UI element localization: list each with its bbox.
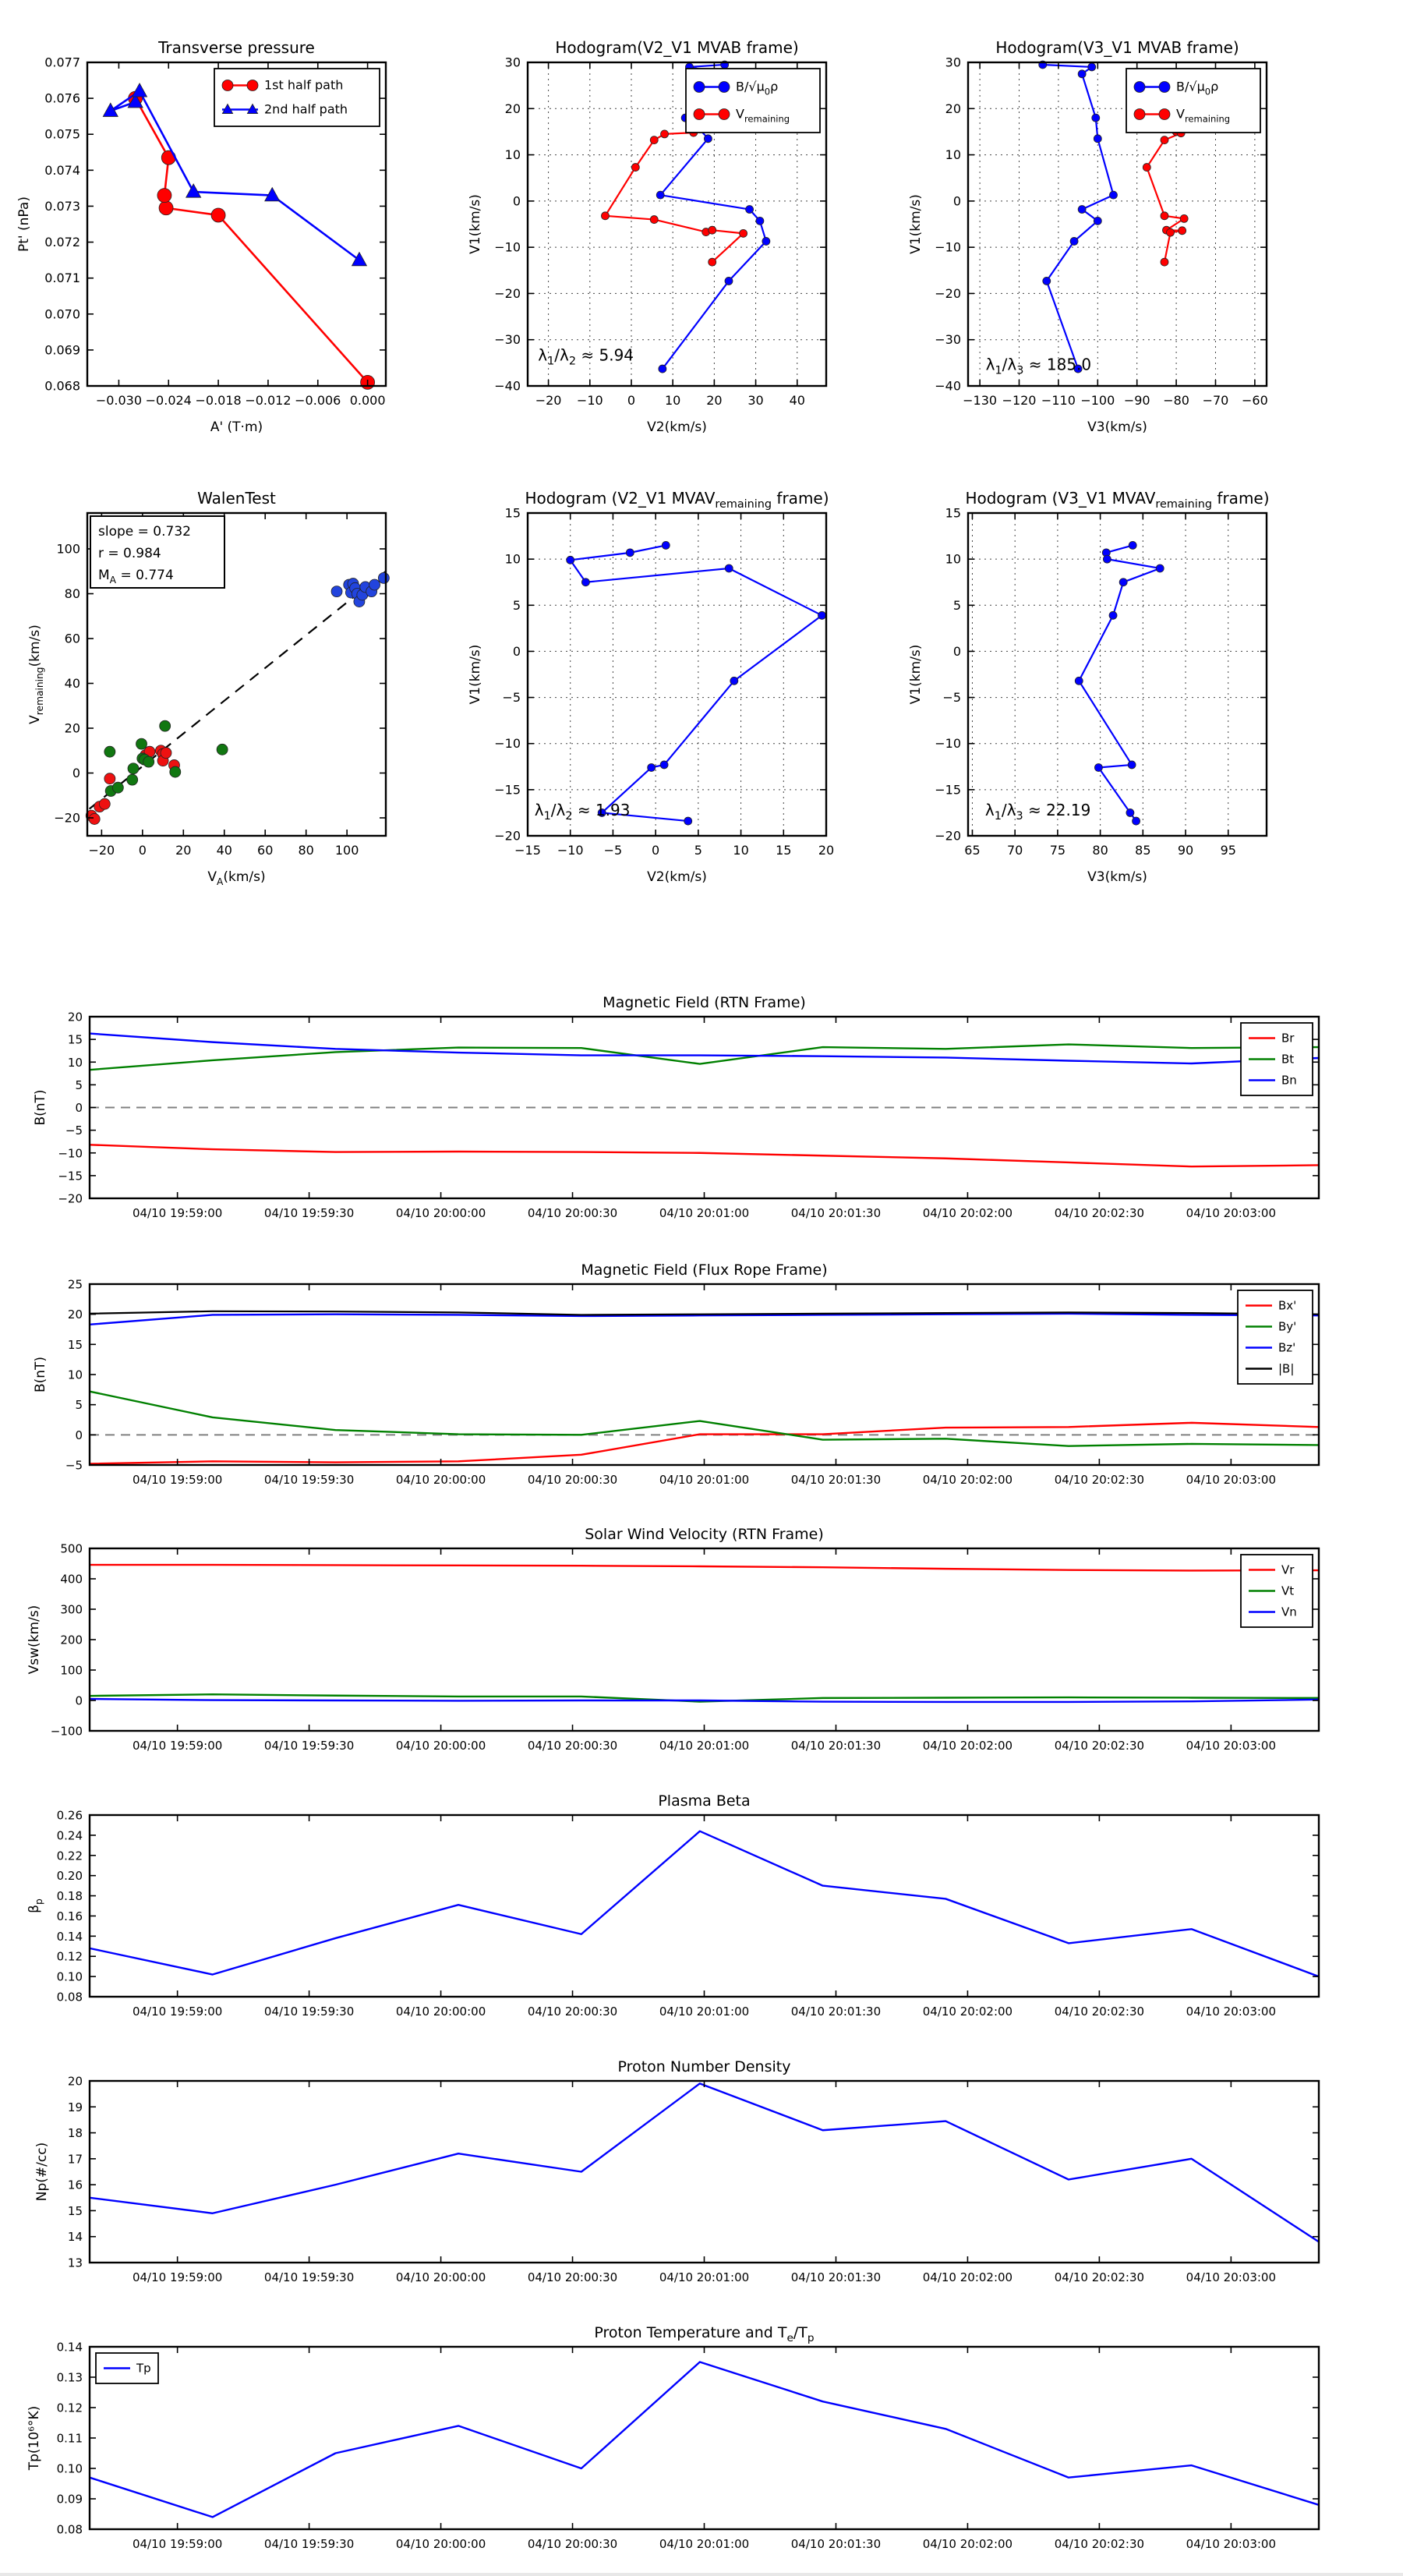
svg-text:19: 19 bbox=[67, 2100, 83, 2114]
legend bbox=[1126, 69, 1260, 133]
info-box-line: r = 0.984 bbox=[98, 546, 161, 561]
x-axis-label: V2(km/s) bbox=[647, 419, 707, 435]
svg-text:−20: −20 bbox=[935, 285, 961, 301]
svg-text:04/10 20:03:00: 04/10 20:03:00 bbox=[1186, 2270, 1277, 2284]
y-axis-label: $\beta_p$ bbox=[27, 1898, 44, 1913]
svg-text:0: 0 bbox=[75, 1101, 83, 1115]
svg-text:0: 0 bbox=[75, 1428, 83, 1442]
y-axis-label: Pt' (nPa) bbox=[16, 196, 32, 252]
y-axis-label: V1(km/s) bbox=[468, 194, 483, 254]
svg-text:04/10 20:01:30: 04/10 20:01:30 bbox=[790, 1739, 882, 1753]
legend bbox=[96, 2353, 158, 2383]
svg-text:100: 100 bbox=[334, 843, 359, 858]
svg-text:04/10 20:00:00: 04/10 20:00:00 bbox=[395, 2537, 486, 2551]
svg-text:0.10: 0.10 bbox=[56, 1969, 83, 1984]
svg-text:04/10 20:02:30: 04/10 20:02:30 bbox=[1054, 2005, 1145, 2019]
svg-text:10: 10 bbox=[733, 843, 749, 858]
svg-text:0.072: 0.072 bbox=[44, 235, 80, 250]
chart-title: Plasma Beta bbox=[658, 1792, 751, 1810]
info-box-line: $M_A = 0.774$ bbox=[98, 568, 174, 586]
svg-text:20: 20 bbox=[67, 1010, 83, 1024]
svg-text:04/10 20:03:00: 04/10 20:03:00 bbox=[1186, 1473, 1277, 1487]
svg-text:−40: −40 bbox=[935, 378, 961, 394]
svg-text:04/10 20:03:00: 04/10 20:03:00 bbox=[1186, 1739, 1277, 1753]
svg-text:15: 15 bbox=[776, 843, 792, 858]
svg-text:04/10 20:01:30: 04/10 20:01:30 bbox=[790, 2537, 882, 2551]
svg-text:−30: −30 bbox=[494, 332, 521, 348]
svg-text:0.077: 0.077 bbox=[44, 55, 80, 70]
svg-text:04/10 20:00:00: 04/10 20:00:00 bbox=[395, 2270, 486, 2284]
svg-text:0: 0 bbox=[72, 766, 80, 780]
svg-text:95: 95 bbox=[1220, 843, 1236, 858]
svg-text:04/10 19:59:30: 04/10 19:59:30 bbox=[263, 1473, 355, 1487]
svg-text:20: 20 bbox=[64, 720, 80, 736]
svg-text:5: 5 bbox=[694, 843, 702, 858]
svg-text:400: 400 bbox=[60, 1572, 83, 1587]
svg-text:0.13: 0.13 bbox=[56, 2370, 83, 2385]
chart-magnetic-field-fluxrope bbox=[33, 1261, 1319, 1487]
legend-label: $V_{remaining}$ bbox=[736, 106, 790, 125]
svg-text:0.20: 0.20 bbox=[56, 1869, 83, 1884]
svg-text:−15: −15 bbox=[935, 782, 961, 798]
svg-text:80: 80 bbox=[1092, 843, 1108, 858]
chart-proton-temperature bbox=[27, 2324, 1319, 2551]
svg-text:04/10 19:59:30: 04/10 19:59:30 bbox=[263, 1739, 355, 1753]
chart-hodogram-v2v1-mvav bbox=[468, 489, 834, 885]
svg-text:−10: −10 bbox=[58, 1146, 83, 1161]
svg-text:04/10 20:01:00: 04/10 20:01:00 bbox=[659, 1739, 750, 1753]
svg-text:−130: −130 bbox=[963, 393, 998, 408]
svg-text:20: 20 bbox=[945, 101, 961, 116]
svg-text:30: 30 bbox=[504, 55, 521, 70]
svg-text:0.18: 0.18 bbox=[56, 1889, 83, 1904]
x-axis-label: A' (T·m) bbox=[210, 419, 263, 435]
svg-text:04/10 19:59:00: 04/10 19:59:00 bbox=[132, 1739, 223, 1753]
legend bbox=[1241, 1555, 1313, 1627]
y-axis-label: Vsw(km/s) bbox=[27, 1605, 42, 1675]
svg-text:60: 60 bbox=[257, 843, 274, 858]
annotation: $\lambda_1/\lambda_2 \approx 5.94$ bbox=[538, 345, 634, 368]
legend-label: 1st half path bbox=[264, 77, 344, 93]
svg-text:04/10 20:00:30: 04/10 20:00:30 bbox=[527, 2005, 618, 2019]
svg-text:80: 80 bbox=[64, 586, 80, 601]
svg-text:−20: −20 bbox=[58, 1191, 83, 1206]
svg-text:15: 15 bbox=[504, 505, 521, 521]
svg-text:04/10 19:59:30: 04/10 19:59:30 bbox=[263, 2270, 355, 2284]
svg-text:04/10 19:59:00: 04/10 19:59:00 bbox=[132, 1473, 223, 1487]
svg-text:04/10 20:02:30: 04/10 20:02:30 bbox=[1054, 1206, 1145, 1220]
svg-text:40: 40 bbox=[789, 393, 805, 408]
svg-text:04/10 20:01:00: 04/10 20:01:00 bbox=[659, 1206, 750, 1220]
svg-text:20: 20 bbox=[504, 101, 521, 116]
svg-text:04/10 19:59:30: 04/10 19:59:30 bbox=[263, 2537, 355, 2551]
svg-text:04/10 20:00:00: 04/10 20:00:00 bbox=[395, 2005, 486, 2019]
svg-text:04/10 19:59:00: 04/10 19:59:00 bbox=[132, 1206, 223, 1220]
svg-text:04/10 20:02:00: 04/10 20:02:00 bbox=[922, 1206, 1013, 1220]
chart-title: Proton Temperature and $T_e/T_p$ bbox=[594, 2324, 815, 2344]
svg-text:04/10 20:00:30: 04/10 20:00:30 bbox=[527, 2537, 618, 2551]
svg-text:0.24: 0.24 bbox=[56, 1828, 83, 1843]
svg-text:14: 14 bbox=[67, 2230, 83, 2245]
legend-label: Bn bbox=[1281, 1073, 1297, 1088]
svg-text:300: 300 bbox=[60, 1602, 83, 1617]
legend-label: Tp bbox=[136, 2361, 151, 2376]
y-axis-label: V1(km/s) bbox=[468, 644, 483, 705]
chart-title: Hodogram(V3_V1 MVAB frame) bbox=[995, 38, 1239, 57]
y-axis-label: $V_{remaining}(km/s)$ bbox=[27, 625, 45, 724]
svg-text:500: 500 bbox=[60, 1541, 83, 1556]
svg-text:−5: −5 bbox=[502, 690, 521, 706]
svg-text:04/10 20:00:00: 04/10 20:00:00 bbox=[395, 1206, 486, 1220]
svg-text:04/10 20:00:00: 04/10 20:00:00 bbox=[395, 1473, 486, 1487]
svg-text:0.08: 0.08 bbox=[56, 2522, 83, 2537]
svg-text:0: 0 bbox=[512, 193, 521, 209]
svg-text:0.070: 0.070 bbox=[44, 306, 80, 322]
svg-text:10: 10 bbox=[504, 551, 521, 567]
svg-text:10: 10 bbox=[665, 393, 681, 408]
svg-text:04/10 20:03:00: 04/10 20:03:00 bbox=[1186, 1206, 1277, 1220]
svg-text:5: 5 bbox=[75, 1077, 83, 1092]
y-axis-label: V1(km/s) bbox=[908, 194, 924, 254]
svg-text:−15: −15 bbox=[494, 782, 521, 798]
svg-text:40: 40 bbox=[216, 843, 232, 858]
chart-title: Proton Number Density bbox=[617, 2058, 791, 2075]
chart-title: Magnetic Field (RTN Frame) bbox=[603, 994, 806, 1011]
svg-text:04/10 20:01:00: 04/10 20:01:00 bbox=[659, 2270, 750, 2284]
svg-text:15: 15 bbox=[945, 505, 961, 521]
svg-text:0.26: 0.26 bbox=[56, 1808, 83, 1823]
svg-text:−20: −20 bbox=[935, 828, 961, 844]
svg-text:0: 0 bbox=[952, 643, 961, 659]
legend-label: Vt bbox=[1281, 1583, 1295, 1598]
svg-text:13: 13 bbox=[67, 2256, 83, 2270]
svg-text:04/10 20:02:00: 04/10 20:02:00 bbox=[922, 1739, 1013, 1753]
svg-text:04/10 20:01:30: 04/10 20:01:30 bbox=[790, 1473, 882, 1487]
svg-text:−10: −10 bbox=[494, 239, 521, 255]
svg-text:100: 100 bbox=[60, 1663, 83, 1678]
svg-text:0.10: 0.10 bbox=[56, 2461, 83, 2476]
svg-text:04/10 20:00:30: 04/10 20:00:30 bbox=[527, 1473, 618, 1487]
svg-text:−30: −30 bbox=[935, 332, 961, 348]
chart-proton-density bbox=[34, 2058, 1319, 2284]
svg-text:25: 25 bbox=[67, 1277, 83, 1292]
svg-text:0: 0 bbox=[627, 393, 636, 408]
svg-text:0.074: 0.074 bbox=[44, 162, 80, 178]
legend-label: Br bbox=[1281, 1031, 1295, 1046]
legend-label: $B/√\mu_0\rho$ bbox=[1176, 79, 1219, 97]
svg-text:−5: −5 bbox=[65, 1458, 83, 1473]
svg-text:−0.012: −0.012 bbox=[245, 393, 292, 408]
chart-magnetic-field-rtn bbox=[33, 994, 1319, 1220]
svg-text:04/10 20:02:30: 04/10 20:02:30 bbox=[1054, 2537, 1145, 2551]
svg-text:04/10 20:01:30: 04/10 20:01:30 bbox=[790, 2270, 882, 2284]
svg-text:−60: −60 bbox=[1241, 393, 1268, 408]
x-axis-label: V2(km/s) bbox=[647, 869, 707, 885]
svg-text:−20: −20 bbox=[494, 828, 521, 844]
svg-text:20: 20 bbox=[818, 843, 835, 858]
svg-text:0: 0 bbox=[952, 193, 961, 209]
annotation: $\lambda_1/\lambda_3 \approx 22.19$ bbox=[984, 800, 1091, 823]
svg-text:04/10 20:00:00: 04/10 20:00:00 bbox=[395, 1739, 486, 1753]
y-axis-label: V1(km/s) bbox=[908, 644, 924, 705]
svg-text:−15: −15 bbox=[58, 1169, 83, 1184]
svg-text:75: 75 bbox=[1049, 843, 1066, 858]
svg-text:10: 10 bbox=[945, 147, 961, 163]
svg-text:17: 17 bbox=[67, 2152, 83, 2167]
svg-text:−5: −5 bbox=[603, 843, 623, 858]
svg-text:−20: −20 bbox=[535, 393, 562, 408]
svg-text:04/10 20:02:30: 04/10 20:02:30 bbox=[1054, 1473, 1145, 1487]
legend-label: $B/√\mu_0\rho$ bbox=[736, 79, 779, 97]
legend-label: |B| bbox=[1278, 1361, 1295, 1376]
svg-text:85: 85 bbox=[1135, 843, 1151, 858]
svg-text:−15: −15 bbox=[514, 843, 541, 858]
svg-text:0.22: 0.22 bbox=[56, 1849, 83, 1863]
svg-text:04/10 20:02:00: 04/10 20:02:00 bbox=[922, 2537, 1013, 2551]
svg-text:0.08: 0.08 bbox=[56, 1990, 83, 2005]
chart-plasma-beta bbox=[27, 1792, 1319, 2019]
svg-text:04/10 19:59:00: 04/10 19:59:00 bbox=[132, 2005, 223, 2019]
chart-title: Hodogram(V2_V1 MVAB frame) bbox=[555, 38, 799, 57]
svg-text:0: 0 bbox=[652, 843, 660, 858]
svg-text:−20: −20 bbox=[54, 810, 80, 826]
svg-text:5: 5 bbox=[512, 597, 521, 613]
legend-label: Bt bbox=[1281, 1052, 1295, 1067]
svg-text:−80: −80 bbox=[1163, 393, 1189, 408]
svg-text:15: 15 bbox=[67, 1032, 83, 1047]
svg-text:15: 15 bbox=[67, 1337, 83, 1352]
svg-text:0: 0 bbox=[138, 843, 147, 858]
svg-text:−10: −10 bbox=[494, 736, 521, 752]
chart-title: Hodogram (V3_V1 $MVAV_{remaining}$ frame) bbox=[965, 489, 1270, 511]
y-axis-label: Np(#/cc) bbox=[34, 2142, 50, 2202]
svg-text:10: 10 bbox=[67, 1368, 83, 1382]
svg-text:−70: −70 bbox=[1202, 393, 1229, 408]
chart-solar-wind-velocity bbox=[27, 1526, 1319, 1753]
svg-text:200: 200 bbox=[60, 1633, 83, 1647]
svg-text:04/10 20:02:30: 04/10 20:02:30 bbox=[1054, 2270, 1145, 2284]
legend bbox=[1238, 1290, 1313, 1384]
legend-label: Bz' bbox=[1278, 1340, 1296, 1355]
y-axis-label: Tp(10⁶°K) bbox=[27, 2405, 42, 2471]
svg-text:−0.018: −0.018 bbox=[195, 393, 242, 408]
chart-hodogram-v3v1-mvav bbox=[908, 489, 1270, 885]
svg-text:0.000: 0.000 bbox=[349, 393, 386, 408]
legend bbox=[1241, 1023, 1313, 1095]
svg-text:0.071: 0.071 bbox=[44, 271, 80, 286]
svg-text:−40: −40 bbox=[494, 378, 521, 394]
svg-text:−100: −100 bbox=[50, 1724, 83, 1739]
svg-text:−10: −10 bbox=[935, 736, 961, 752]
svg-text:04/10 19:59:30: 04/10 19:59:30 bbox=[263, 2005, 355, 2019]
info-box bbox=[90, 516, 224, 588]
legend bbox=[686, 69, 820, 133]
svg-text:40: 40 bbox=[64, 676, 80, 691]
svg-text:0.11: 0.11 bbox=[56, 2431, 83, 2446]
svg-text:0.069: 0.069 bbox=[44, 342, 80, 358]
y-axis-label: B(nT) bbox=[33, 1089, 48, 1126]
svg-text:−0.030: −0.030 bbox=[95, 393, 143, 408]
svg-text:−20: −20 bbox=[494, 285, 521, 301]
svg-text:04/10 20:03:00: 04/10 20:03:00 bbox=[1186, 2537, 1277, 2551]
chart-title: Magnetic Field (Flux Rope Frame) bbox=[581, 1261, 828, 1279]
svg-text:16: 16 bbox=[67, 2178, 83, 2192]
svg-text:0.12: 0.12 bbox=[56, 2401, 83, 2415]
x-axis-label: V3(km/s) bbox=[1087, 869, 1147, 885]
svg-text:100: 100 bbox=[56, 541, 80, 557]
svg-text:04/10 20:01:00: 04/10 20:01:00 bbox=[659, 1473, 750, 1487]
legend-label: $V_{remaining}$ bbox=[1176, 106, 1231, 125]
svg-text:04/10 19:59:30: 04/10 19:59:30 bbox=[263, 1206, 355, 1220]
svg-text:04/10 20:01:00: 04/10 20:01:00 bbox=[659, 2537, 750, 2551]
chart-title: Solar Wind Velocity (RTN Frame) bbox=[585, 1526, 824, 1543]
svg-text:0.075: 0.075 bbox=[44, 126, 80, 142]
annotation: $\lambda_1/\lambda_3 \approx 185.0$ bbox=[985, 355, 1092, 377]
svg-text:−110: −110 bbox=[1041, 393, 1076, 408]
svg-text:10: 10 bbox=[67, 1055, 83, 1070]
svg-text:30: 30 bbox=[747, 393, 764, 408]
svg-text:0.16: 0.16 bbox=[56, 1909, 83, 1923]
svg-text:0.09: 0.09 bbox=[56, 2492, 83, 2507]
svg-text:04/10 19:59:00: 04/10 19:59:00 bbox=[132, 2270, 223, 2284]
svg-text:10: 10 bbox=[504, 147, 521, 163]
svg-text:−0.024: −0.024 bbox=[145, 393, 192, 408]
svg-text:04/10 20:02:00: 04/10 20:02:00 bbox=[922, 2005, 1013, 2019]
chart-transverse-pressure bbox=[16, 38, 386, 435]
legend-label: Vn bbox=[1281, 1605, 1297, 1619]
svg-text:60: 60 bbox=[64, 631, 80, 646]
legend-label: 2nd half path bbox=[264, 101, 348, 117]
svg-text:80: 80 bbox=[298, 843, 314, 858]
svg-text:20: 20 bbox=[67, 2074, 83, 2089]
svg-text:20: 20 bbox=[67, 1307, 83, 1322]
svg-text:04/10 20:00:30: 04/10 20:00:30 bbox=[527, 1739, 618, 1753]
svg-text:04/10 20:03:00: 04/10 20:03:00 bbox=[1186, 2005, 1277, 2019]
svg-text:−120: −120 bbox=[1002, 393, 1037, 408]
info-box-line: slope = 0.732 bbox=[98, 524, 191, 540]
svg-text:04/10 20:01:30: 04/10 20:01:30 bbox=[790, 1206, 882, 1220]
svg-text:−20: −20 bbox=[88, 843, 115, 858]
svg-text:15: 15 bbox=[67, 2203, 83, 2218]
svg-text:20: 20 bbox=[175, 843, 192, 858]
svg-text:04/10 20:02:30: 04/10 20:02:30 bbox=[1054, 1739, 1145, 1753]
svg-text:04/10 20:02:00: 04/10 20:02:00 bbox=[922, 1473, 1013, 1487]
chart-hodogram-v3v1-mvab bbox=[908, 38, 1268, 435]
chart-title: Hodogram (V2_V1 $MVAV_{remaining}$ frame) bbox=[525, 489, 829, 511]
svg-text:−5: −5 bbox=[65, 1123, 83, 1138]
svg-text:5: 5 bbox=[75, 1398, 83, 1413]
svg-text:04/10 20:01:30: 04/10 20:01:30 bbox=[790, 2005, 882, 2019]
chart-walen-test bbox=[27, 489, 389, 887]
svg-text:0.076: 0.076 bbox=[44, 90, 80, 106]
svg-text:30: 30 bbox=[945, 55, 961, 70]
svg-text:0: 0 bbox=[75, 1693, 83, 1708]
legend-label: Vr bbox=[1281, 1562, 1295, 1577]
svg-text:04/10 20:00:30: 04/10 20:00:30 bbox=[527, 2270, 618, 2284]
legend bbox=[214, 69, 380, 126]
svg-text:70: 70 bbox=[1007, 843, 1023, 858]
annotation: $\lambda_1/\lambda_2 \approx 1.93$ bbox=[534, 800, 631, 823]
svg-text:0.073: 0.073 bbox=[44, 198, 80, 214]
svg-text:−10: −10 bbox=[576, 393, 603, 408]
x-axis-label: V3(km/s) bbox=[1087, 419, 1147, 435]
svg-text:90: 90 bbox=[1177, 843, 1194, 858]
svg-text:0.068: 0.068 bbox=[44, 378, 80, 394]
svg-text:04/10 19:59:00: 04/10 19:59:00 bbox=[132, 2537, 223, 2551]
svg-text:−5: −5 bbox=[942, 690, 961, 706]
legend-label: By' bbox=[1278, 1319, 1297, 1334]
svg-text:−10: −10 bbox=[935, 239, 961, 255]
y-axis-label: B(nT) bbox=[33, 1356, 48, 1393]
svg-text:04/10 20:02:00: 04/10 20:02:00 bbox=[922, 2270, 1013, 2284]
svg-text:10: 10 bbox=[945, 551, 961, 567]
svg-text:0.14: 0.14 bbox=[56, 1929, 83, 1944]
svg-text:04/10 20:01:00: 04/10 20:01:00 bbox=[659, 2005, 750, 2019]
legend-label: Bx' bbox=[1278, 1298, 1297, 1313]
svg-text:−0.006: −0.006 bbox=[295, 393, 341, 408]
svg-text:0: 0 bbox=[512, 643, 521, 659]
svg-text:−10: −10 bbox=[557, 843, 584, 858]
chart-title: WalenTest bbox=[197, 489, 276, 508]
x-axis-label: $V_A(km/s)$ bbox=[207, 869, 266, 887]
svg-text:5: 5 bbox=[952, 597, 961, 613]
svg-text:65: 65 bbox=[964, 843, 981, 858]
svg-text:−90: −90 bbox=[1123, 393, 1150, 408]
svg-text:−100: −100 bbox=[1080, 393, 1115, 408]
svg-text:18: 18 bbox=[67, 2126, 83, 2141]
chart-hodogram-v2v1-mvab bbox=[468, 38, 826, 435]
svg-text:0.12: 0.12 bbox=[56, 1949, 83, 1964]
svg-text:04/10 20:00:30: 04/10 20:00:30 bbox=[527, 1206, 618, 1220]
svg-text:0.14: 0.14 bbox=[56, 2340, 83, 2355]
svg-text:20: 20 bbox=[706, 393, 723, 408]
chart-title: Transverse pressure bbox=[158, 38, 315, 57]
